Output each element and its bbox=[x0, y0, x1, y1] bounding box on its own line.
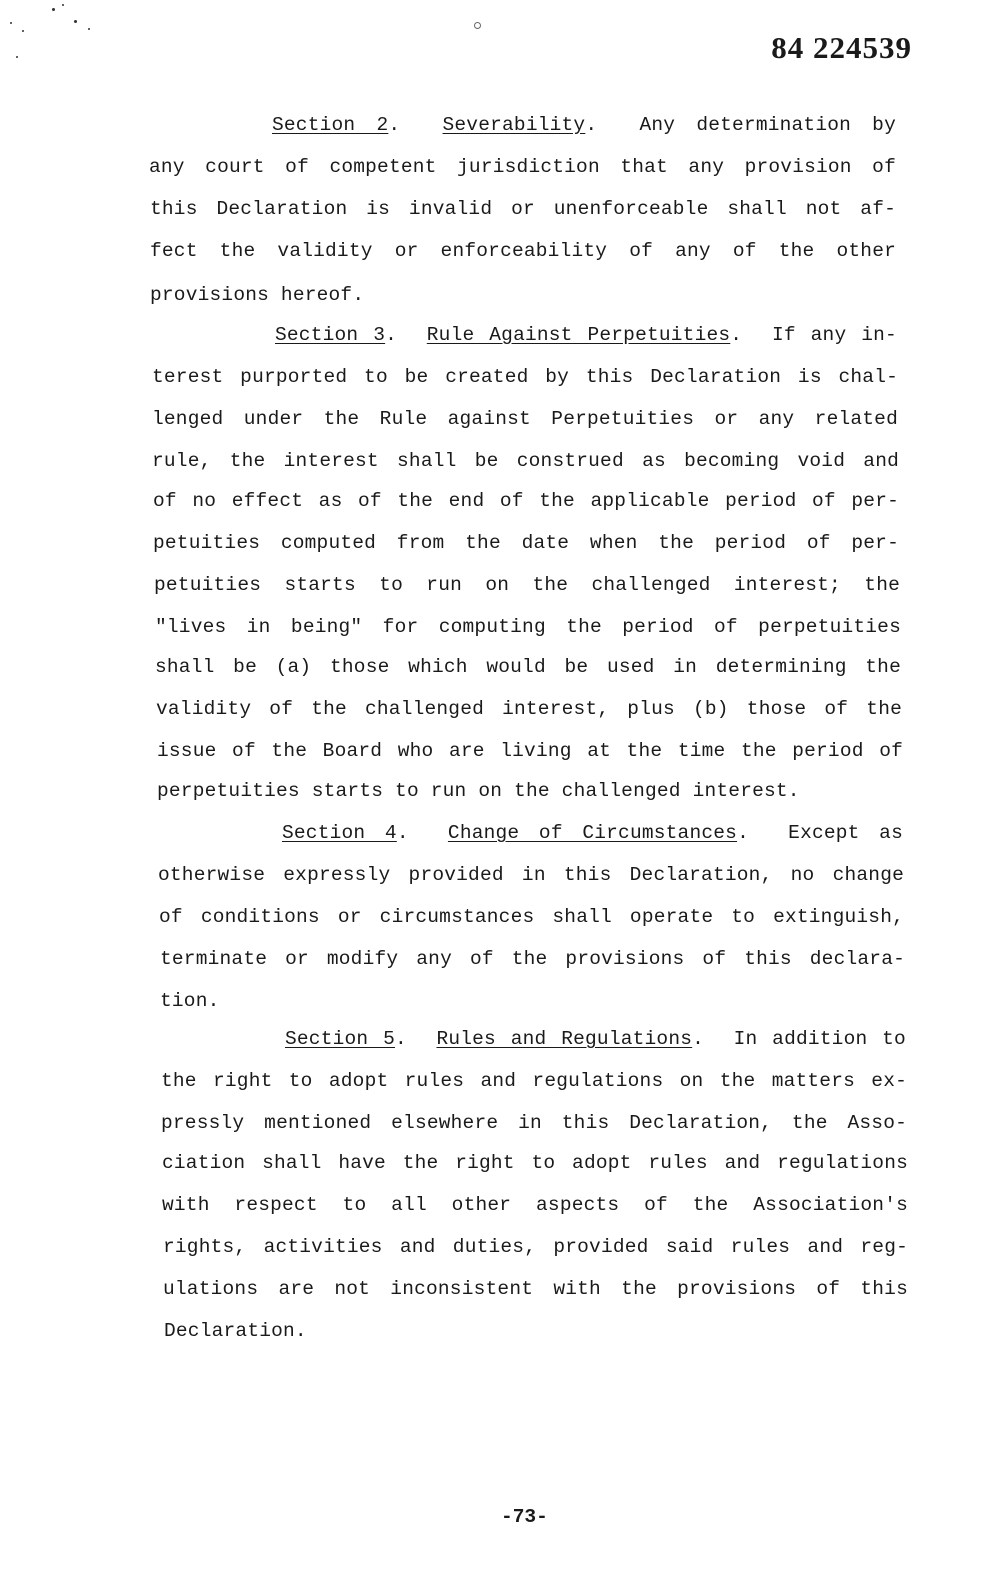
section-3-line: of no effect as of the end of the applicable period of per- bbox=[153, 490, 899, 512]
section-3-line: issue of the Board who are living at the time the period of bbox=[157, 740, 903, 762]
section-4-heading-line: Section 4. Change of Circumstances. Except as bbox=[282, 822, 903, 844]
section-5-line: pressly mentioned elsewhere in this Declaration, the Asso- bbox=[161, 1112, 907, 1134]
section-4-line: of conditions or circumstances shall operate to extinguish, bbox=[159, 906, 904, 928]
section-5-line: the right to adopt rules and regulations on the matters ex- bbox=[161, 1070, 907, 1092]
section-3-line: "lives in being" for computing the period of perpetuities bbox=[155, 616, 901, 638]
document-number: 84 224539 bbox=[771, 30, 912, 65]
section-3-line: rule, the interest shall be construed as becoming void and bbox=[152, 450, 899, 472]
section-2-title: Severability bbox=[442, 114, 586, 136]
section-5-line: rights, activities and duties, provided said rules and reg- bbox=[163, 1236, 908, 1258]
section-3-title: Rule Against Perpetuities bbox=[426, 324, 731, 346]
section-2-line: any court of competent jurisdiction that any provision of bbox=[149, 156, 896, 178]
scan-speck bbox=[16, 56, 18, 58]
page-number: -73- bbox=[501, 1506, 548, 1528]
section-3-heading-line: Section 3. Rule Against Perpetuities. If any in- bbox=[275, 324, 897, 346]
section-5-heading: Section 5 bbox=[285, 1028, 395, 1050]
scan-speck bbox=[88, 28, 90, 30]
section-2-line: this Declaration is invalid or unenforceable shall not af- bbox=[150, 198, 896, 220]
section-2-first-line: Any determination by bbox=[639, 114, 896, 136]
section-5-title: Rules and Regulations bbox=[436, 1028, 693, 1050]
section-4-heading: Section 4 bbox=[282, 822, 397, 844]
section-5-line: Declaration. bbox=[164, 1320, 307, 1342]
section-2-heading: Section 2 bbox=[272, 114, 389, 136]
section-3-line: perpetuities starts to run on the challenged interest. bbox=[157, 780, 800, 802]
section-5-first-line: In addition to bbox=[733, 1028, 906, 1050]
section-4-line: otherwise expressly provided in this Declaration, no change bbox=[158, 864, 904, 886]
section-3-line: terest purported to be created by this Declaration is chal- bbox=[152, 366, 898, 388]
section-2-line: fect the validity or enforceability of any of the other bbox=[150, 240, 896, 262]
section-5-heading-line: Section 5. Rules and Regulations. In addition to bbox=[285, 1028, 906, 1050]
section-4-line: tion. bbox=[160, 990, 220, 1012]
section-3-line: lenged under the Rule against Perpetuities or any related bbox=[152, 408, 898, 430]
section-2-heading-line: Section 2. Severability. Any determination by bbox=[272, 114, 896, 136]
section-3-line: shall be (a) those which would be used in determining the bbox=[155, 656, 901, 678]
scan-circle-mark bbox=[474, 22, 481, 29]
section-3-line: validity of the challenged interest, plus (b) those of the bbox=[156, 698, 902, 720]
section-5-line: ulations are not inconsistent with the provisions of this bbox=[163, 1278, 908, 1300]
section-5-line: ciation shall have the right to adopt rules and regulations bbox=[162, 1152, 908, 1174]
section-3-heading: Section 3 bbox=[275, 324, 386, 346]
section-4-first-line: Except as bbox=[788, 822, 903, 844]
scan-speck bbox=[62, 4, 64, 6]
scan-speck bbox=[52, 8, 55, 11]
section-4-title: Change of Circumstances bbox=[447, 822, 738, 844]
scan-speck bbox=[10, 22, 12, 24]
section-3-line: petuities starts to run on the challenged interest; the bbox=[154, 574, 900, 596]
scan-speck bbox=[22, 30, 24, 32]
section-4-line: terminate or modify any of the provisions of this declara- bbox=[160, 948, 905, 970]
section-2-line: provisions hereof. bbox=[150, 284, 365, 306]
section-3-line: petuities computed from the date when the period of per- bbox=[153, 532, 899, 554]
section-5-line: with respect to all other aspects of the Association's bbox=[162, 1194, 908, 1216]
scan-speck bbox=[74, 20, 77, 23]
section-3-first-line: If any in- bbox=[771, 324, 897, 346]
